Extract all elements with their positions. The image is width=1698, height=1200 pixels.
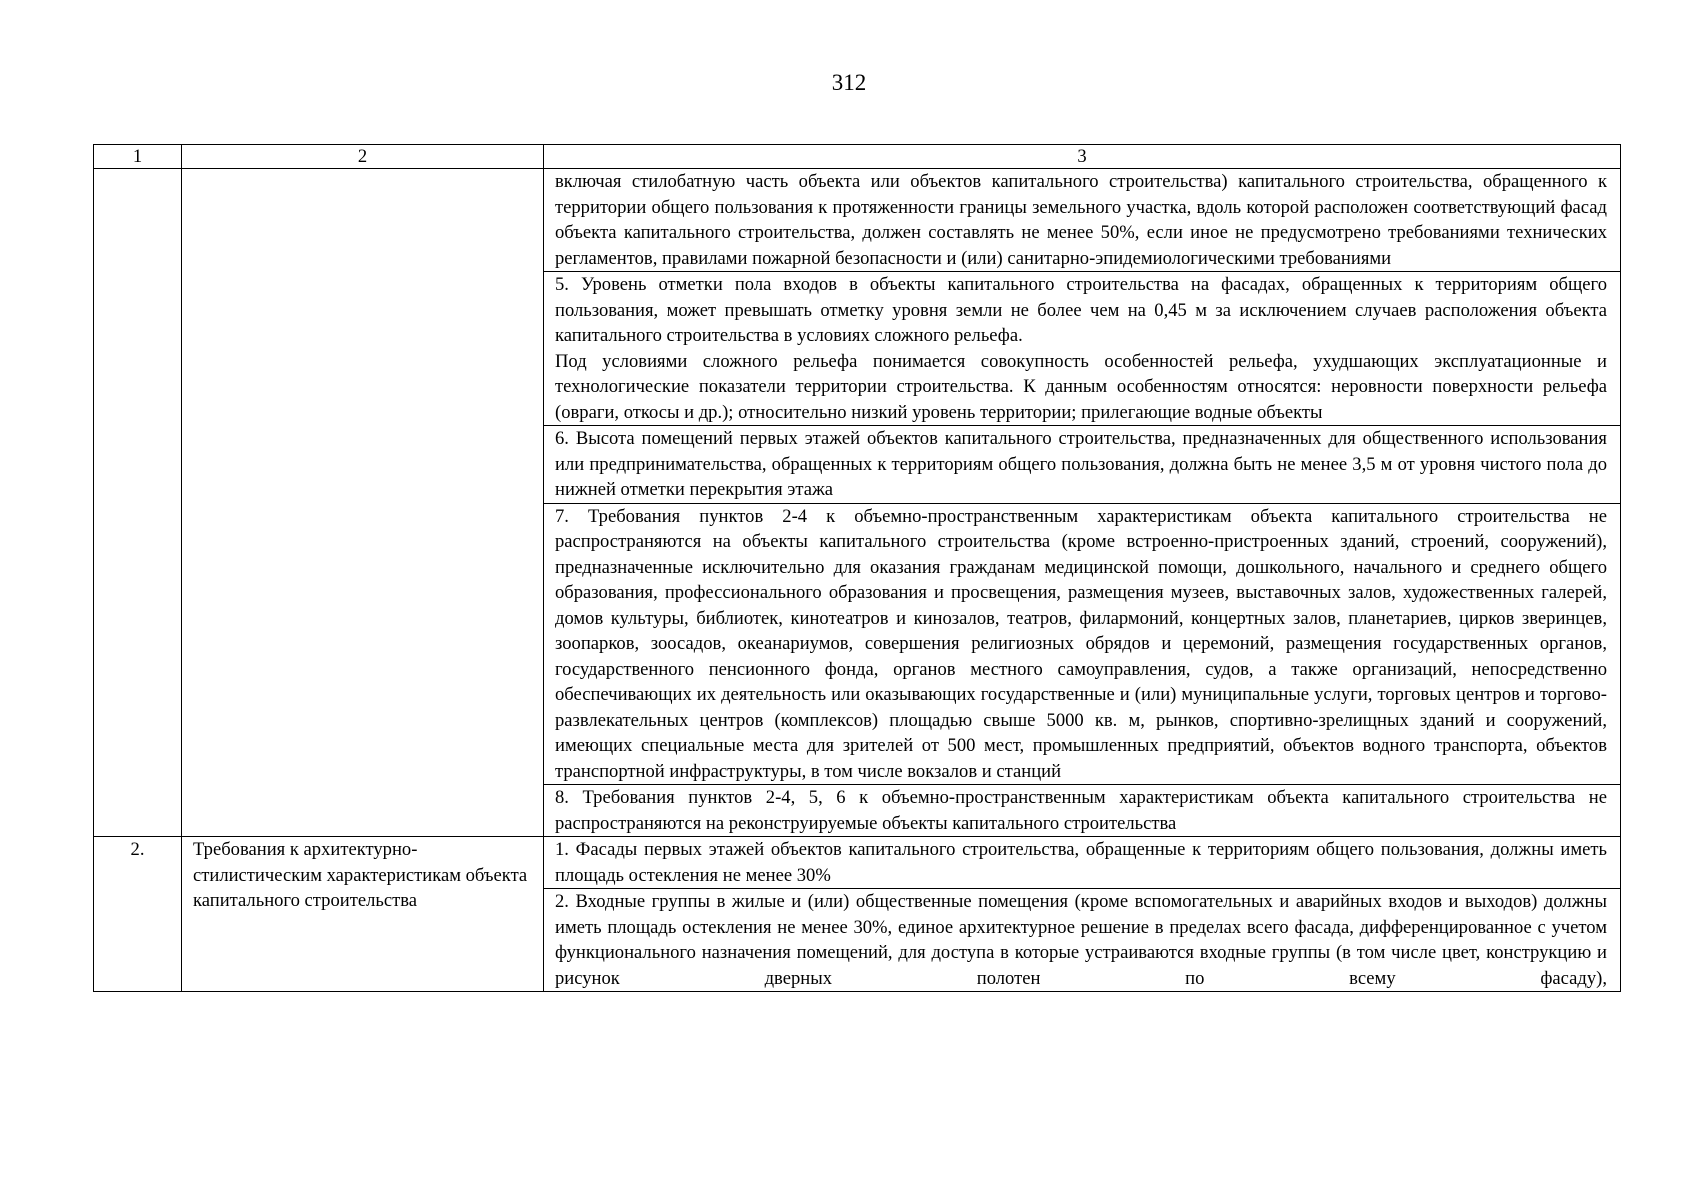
table-header-row xyxy=(94,145,1621,169)
row-name-cell xyxy=(182,169,544,837)
header-col-1: 1 xyxy=(94,145,182,169)
requirement-paragraph: Под условиями сложного рельефа понимается совокупность особенностей рельефа, ухудшающих эксплуатационные и технологические показатели территории строительства. К данным особенностям относятся: неровности поверхности рельефа (овраги, откосы и др.); относительно низкий уровень территории; прилегающие водные объекты xyxy=(555,350,1607,423)
requirement-paragraph: 5. Уровень отметки пола входов в объекты капитального строительства на фасадах, обращенных к территориям общего пользования, может превышать отметку уровня земли не более чем на 0,45 м за исключением случаев расположения объекта капитального строительства в условиях сложного рельефа. xyxy=(555,274,1607,346)
requirement-text: 2. Входные группы в жилые и (или) общественные помещения (кроме вспомогательных и аварийных входов и выходов) должны иметь площадь остекления не менее 30%, единое архитектурное решение в пределах всего фасада, дифференцированное с учетом функционального назначения помещений, для доступа в которые устраиваются входные группы (в том числе цвет, конструкцию и рисунок дверных полотен по всему фасаду), xyxy=(544,889,1621,992)
row-number-cell xyxy=(94,169,182,837)
section-number-cell: 2. xyxy=(94,837,182,992)
requirement-text: 1. Фасады первых этажей объектов капитального строительства, обращенные к территориям общего пользования, должны иметь площадь остекления не менее 30% xyxy=(544,837,1621,889)
requirements-table xyxy=(93,144,1621,992)
requirement-text: 6. Высота помещений первых этажей объектов капитального строительства, предназначенных для общественного использования или предпринимательства, обращенных к территориям общего пользования, должна быть не менее 3,5 м от уровня чистого пола до нижней отметки перекрытия этажа xyxy=(544,426,1621,504)
table-row xyxy=(94,169,1621,272)
header-col-2: 2 xyxy=(182,145,544,169)
page-number: 312 xyxy=(831,70,867,95)
requirement-text: 8. Требования пунктов 2-4, 5, 6 к объемно-пространственным характеристикам объекта капитального строительства не распространяются на реконструируемые объекты капитального строительства xyxy=(544,785,1621,837)
section-name-cell: Требования к архитектурно-стилистическим характеристикам объекта капитального строительства xyxy=(182,837,544,992)
table-row xyxy=(94,837,1621,889)
header-col-3: 3 xyxy=(544,145,1621,169)
requirement-text: включая стилобатную часть объекта или объектов капитального строительства) капитального строительства, обращенного к территории общего пользования к протяженности границы земельного участка, вдоль которой расположен соответствующий фасад объекта капитального строительства, должен составлять не менее 50%, если иное не предусмотрено требованиями технических регламентов, правилами пожарной безопасности и (или) санитарно-эпидемиологическими требованиями xyxy=(544,169,1621,272)
requirement-text: 7. Требования пунктов 2-4 к объемно-пространственным характеристикам объекта капитального строительства не распространяются на объекты капитального строительства (кроме встроенно-пристроенных зданий, строений, сооружений), предназначенные исключительно для оказания гражданам медицинской помощи, дошкольного, начального и среднего общего образования, профессионального образования и просвещения, размещения музеев, выставочных залов, художественных галерей, домов культуры, библиотек, кинотеатров и кинозалов, театров, филармоний, концертных залов, планетариев, цирков зверинцев, зоопарков, зоосадов, океанариумов, совершения религиозных обрядов и церемоний, размещения государственных органов, государственного пенсионного фонда, органов местного самоуправления, судов, а также организаций, непосредственно обеспечивающих их деятельность или оказывающих государственные и (или) муниципальные услуги, торговых центров и торгово-развлекательных центров (комплексов) площадью свыше 5000 кв. м, рынков, спортивно-зрелищных зданий и сооружений, имеющих специальные места для зрителей от 500 мест, промышленных предприятий, объектов водного транспорта, объектов транспортной инфраструктуры, в том числе вокзалов и станций xyxy=(544,503,1621,785)
requirement-text xyxy=(544,272,1621,426)
